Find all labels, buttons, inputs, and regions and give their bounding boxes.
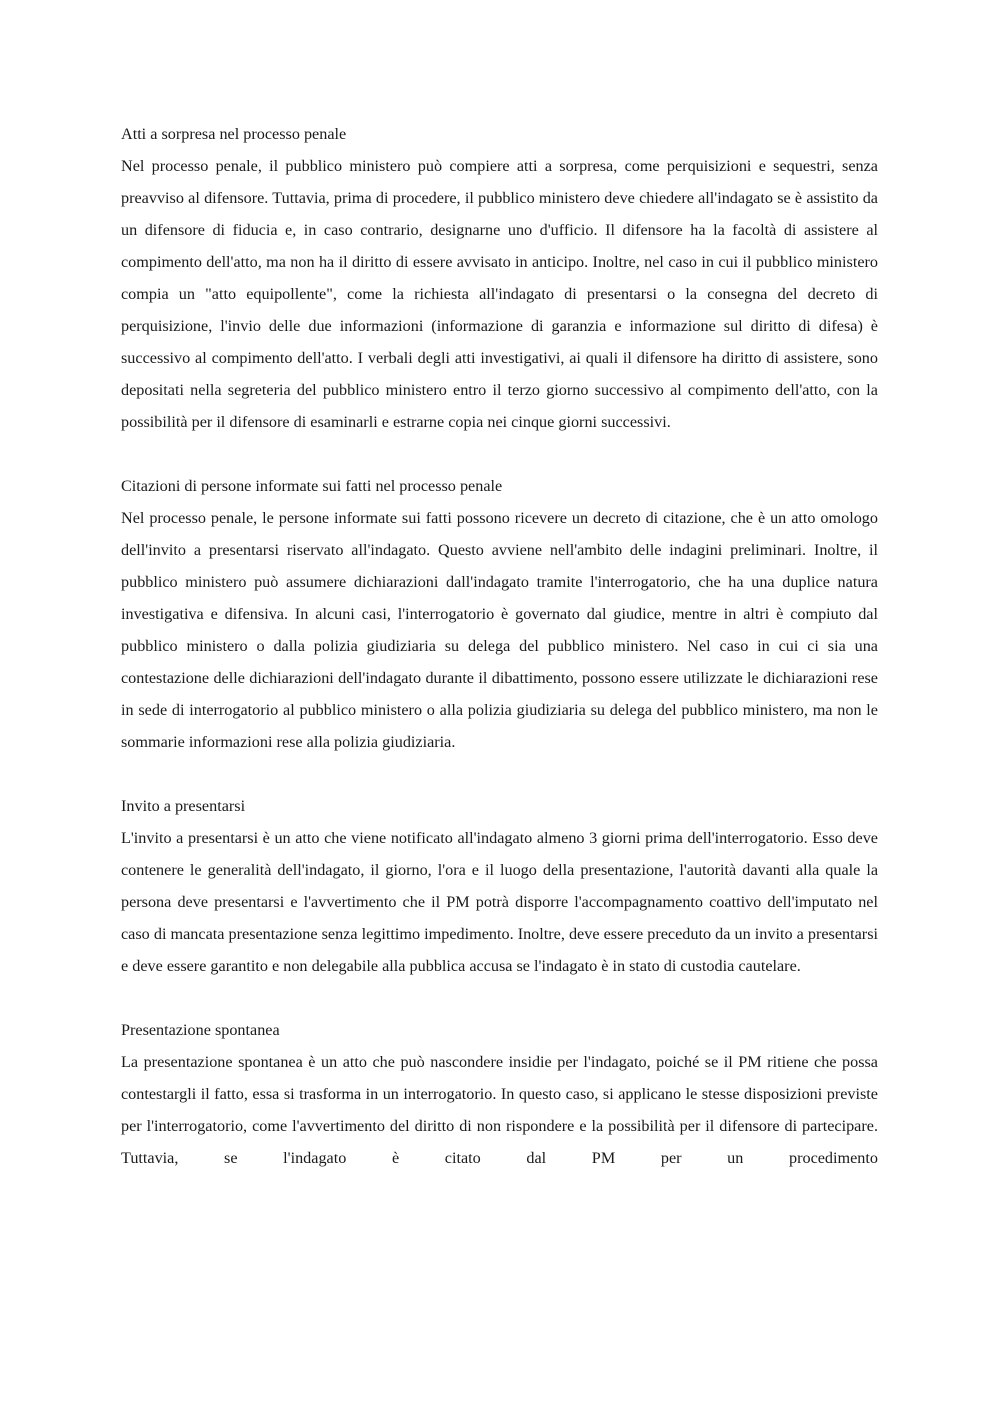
section-invito-a-presentarsi bbox=[121, 790, 878, 982]
section-heading: Invito a presentarsi bbox=[121, 797, 246, 815]
section-presentazione-spontanea bbox=[121, 1014, 878, 1174]
section-paragraph: L'invito a presentarsi è un atto che viene notificato all'indagato almeno 3 giorni prima dell'interrogatorio. Esso deve contenere le generalità dell'indagato, il giorno, l'ora e il luogo della presentazione, l'autorità davanti alla quale la persona deve presentarsi e l'avvertimento che il PM potrà disporre l'accompagnamento coattivo dell'imputato nel caso di mancata presentazione senza legittimo impedimento. Inoltre, deve essere preceduto da un invito a presentarsi e deve essere garantito e non delegabile alla pubblica accusa se l'indagato è in stato di custodia cautelare. bbox=[121, 829, 878, 975]
section-paragraph: Nel processo penale, le persone informate sui fatti possono ricevere un decreto di citazione, che è un atto omologo dell'invito a presentarsi riservato all'indagato. Questo avviene nell'ambito delle indagini preliminari. Inoltre, il pubblico ministero può assumere dichiarazioni dall'indagato tramite l'interrogatorio, che ha una duplice natura investigativa e difensiva. In alcuni casi, l'interrogatorio è governato dal giudice, mentre in altri è compiuto dal pubblico ministero o dalla polizia giudiziaria su delega del pubblico ministero. Nel caso in cui ci sia una contestazione delle dichiarazioni dell'indagato durante il dibattimento, possono essere utilizzate le dichiarazioni rese in sede di interrogatorio al pubblico ministero o alla polizia giudiziaria su delega del pubblico ministero, ma non le sommarie informazioni rese alla polizia giudiziaria. bbox=[121, 509, 878, 751]
section-citazioni-persone-informate bbox=[121, 470, 878, 758]
section-heading: Citazioni di persone informate sui fatti nel processo penale bbox=[121, 477, 503, 495]
section-heading: Presentazione spontanea bbox=[121, 1021, 280, 1039]
section-paragraph: Nel processo penale, il pubblico ministero può compiere atti a sorpresa, come perquisizioni e sequestri, senza preavviso al difensore. Tuttavia, prima di procedere, il pubblico ministero deve chiedere all'indagato se è assistito da un difensore di fiducia e, in caso contrario, designarne uno d'ufficio. Il difensore ha la facoltà di assistere al compimento dell'atto, ma non ha il diritto di essere avvisato in anticipo. Inoltre, nel caso in cui il pubblico ministero compia un "atto equipollente", come la richiesta all'indagato di presentarsi o la consegna del decreto di perquisizione, l'invio delle due informazioni (informazione di garanzia e informazione sul diritto di difesa) è successivo al compimento dell'atto. I verbali degli atti investigativi, ai quali il difensore ha diritto di assistere, sono depositati nella segreteria del pubblico ministero entro il terzo giorno successivo al compimento dell'atto, con la possibilità per il difensore di esaminarli e estrarne copia nei cinque giorni successivi. bbox=[121, 157, 878, 431]
document-page bbox=[121, 118, 878, 1206]
section-paragraph: La presentazione spontanea è un atto che può nascondere insidie per l'indagato, poiché se il PM ritiene che possa contestargli il fatto, essa si trasforma in un interrogatorio. In questo caso, si applicano le stesse disposizioni previste per l'interrogatorio, come l'avvertimento del diritto di non rispondere e la possibilità per il difensore di partecipare. Tuttavia, se l'indagato è citato dal PM per un procedimento bbox=[121, 1053, 878, 1167]
section-atti-a-sorpresa bbox=[121, 118, 878, 438]
section-heading: Atti a sorpresa nel processo penale bbox=[121, 125, 347, 143]
